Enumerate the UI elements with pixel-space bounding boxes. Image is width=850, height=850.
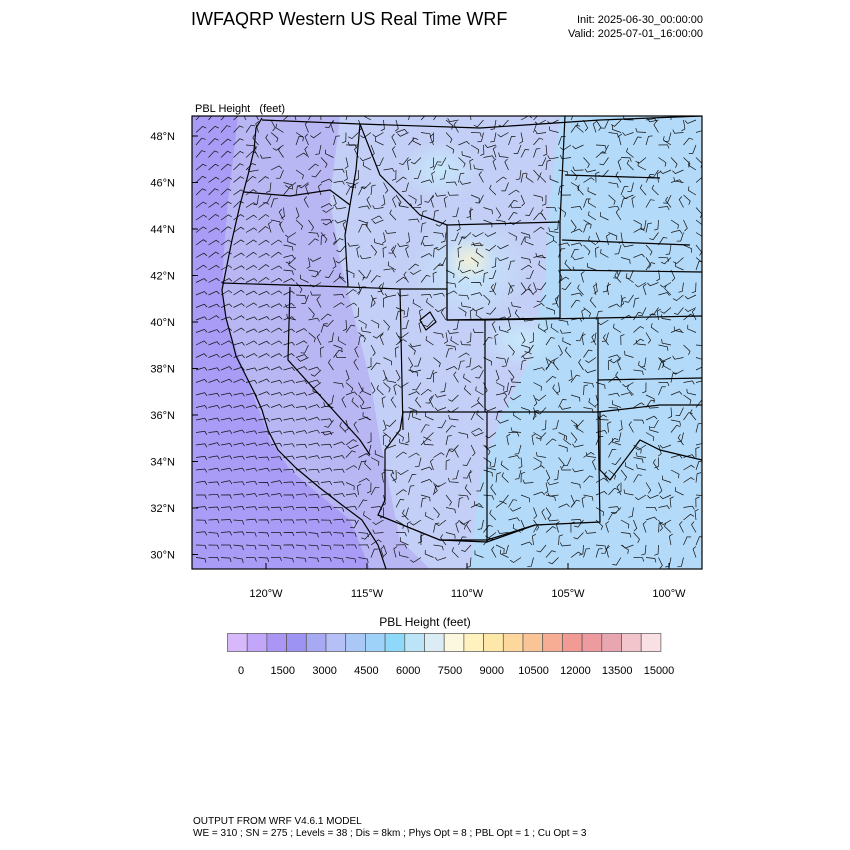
colorbar [227,633,675,681]
lon-tick-label: 105°W [551,588,585,600]
colorbar-swatch [582,634,602,652]
lat-tick-label: 38°N [150,363,175,376]
colorbar-swatch [405,634,425,652]
colorbar-swatch [228,634,248,652]
colorbar-title: PBL Height (feet) [379,615,471,629]
map-panel [192,109,707,569]
peak-pbl-area [445,238,495,282]
colorbar-label: 3000 [312,665,337,677]
lat-tick-label: 40°N [150,317,175,329]
colorbar-label: 6000 [395,665,421,677]
colorbar-swatch [464,634,484,652]
colorbar-label: 7500 [437,665,463,677]
colorbar-swatch [602,634,622,652]
lon-tick-label: 115°W [350,588,384,600]
colorbar-swatch [562,634,582,652]
colorbar-label: 0 [237,665,245,677]
colorbar-labels [238,665,674,677]
colorbar-swatch [444,634,464,652]
model-info [193,816,586,840]
lat-tick-label: 34°N [150,456,175,469]
valid-time: Valid: 2025-07-01_16:00:00 [568,28,703,40]
colorbar-swatch [365,634,385,652]
lon-tick-label: 100°W [652,588,686,600]
colorbar-swatch [523,634,543,652]
lat-tick-label: 48°N [150,131,175,143]
latitude-axis [150,131,198,562]
lat-tick-label: 42°N [150,270,175,283]
model-info-line1: OUTPUT FROM WRF V4.6.1 MODEL [193,816,362,827]
colorbar-label: 13500 [601,665,633,677]
init-time: Init: 2025-06-30_00:00:00 [577,14,703,26]
colorbar-swatch [425,634,445,652]
lat-tick-label: 46°N [150,177,175,190]
model-info-line2: WE = 310 ; SN = 275 ; Levels = 38 ; Dis = 8km ; Phys Opt = 8 ; PBL Opt = 1 ; Cu Opt = 3 [193,828,587,839]
colorbar-swatch [543,634,563,652]
colorbar-swatch [346,634,366,652]
lat-tick-label: 30°N [150,549,175,562]
colorbar-swatch [641,634,661,652]
colorbar-label: 15000 [643,665,675,677]
colorbar-swatch [247,634,267,652]
colorbar-swatch [287,634,307,652]
lat-tick-label: 44°N [150,224,175,236]
colorbar-label: 10500 [518,665,549,677]
colorbar-boxes [228,634,661,652]
colorbar-swatch [385,634,405,652]
lon-tick-label: 110°W [450,588,484,600]
chart-title: IWFAQRP Western US Real Time WRF [191,9,508,29]
colorbar-swatch [267,634,287,652]
high-pbl-area-3 [400,140,480,200]
colorbar-swatch [503,634,523,652]
field-label-pbl: PBL Height (feet) [195,103,286,115]
colorbar-swatch [306,634,326,652]
colorbar-swatch [622,634,642,652]
lon-tick-label: 120°W [249,588,283,600]
colorbar-swatch [326,634,346,652]
colorbar-label: 4500 [354,665,379,677]
colorbar-label: 9000 [479,665,505,677]
lat-tick-label: 36°N [150,410,175,422]
colorbar-label: 12000 [560,665,591,677]
lat-tick-label: 32°N [150,503,175,515]
colorbar-label: 1500 [270,665,296,677]
colorbar-swatch [484,634,504,652]
